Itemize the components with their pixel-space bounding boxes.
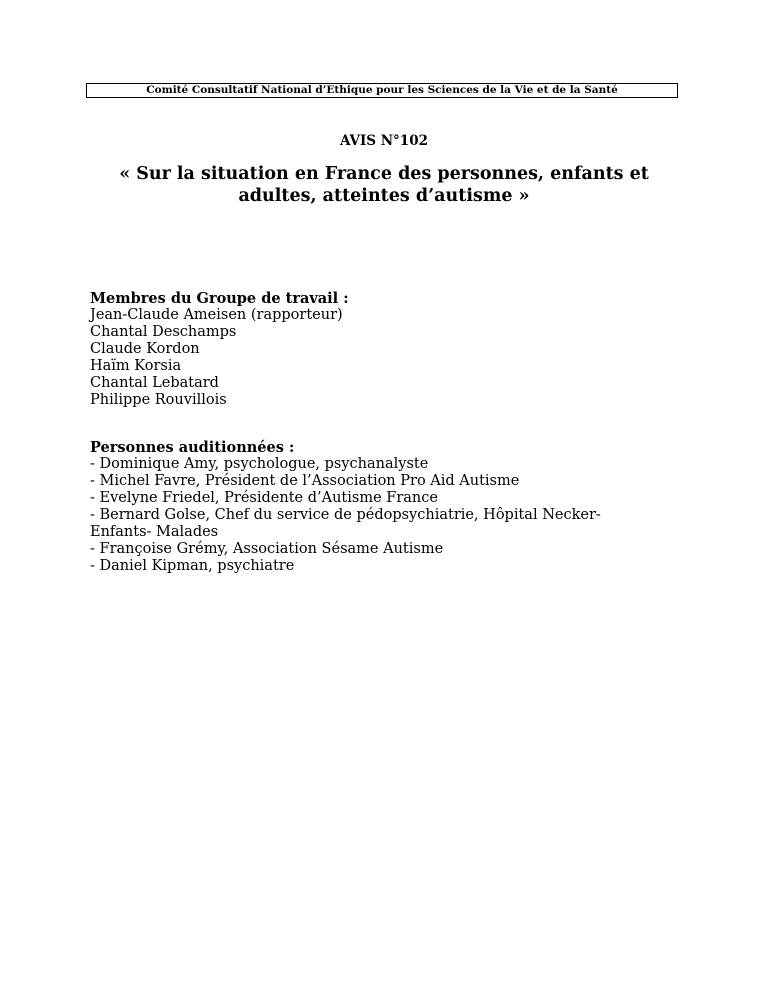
committee-header (86, 83, 678, 98)
member-item: Chantal Deschamps (90, 324, 237, 340)
hearing-item: - Daniel Kipman, psychiatre (90, 558, 295, 574)
hearing-item: - Michel Favre, Président de l’Association Pro Aid Autisme (90, 473, 520, 489)
member-item: Philippe Rouvillois (90, 392, 227, 408)
member-item: Jean-Claude Ameisen (rapporteur) (90, 307, 343, 323)
member-item: Chantal Lebatard (90, 375, 219, 391)
hearings-section (90, 439, 690, 575)
hearing-item-continuation: Enfants- Malades (90, 524, 219, 540)
hearing-item: - Françoise Grémy, Association Sésame Autisme (90, 541, 444, 557)
hearing-item: - Bernard Golse, Chef du service de pédopsychiatrie, Hôpital Necker- (90, 507, 601, 523)
hearing-item: - Dominique Amy, psychologue, psychanalyste (90, 456, 429, 472)
working-group-heading: Membres du Groupe de travail : (90, 290, 349, 307)
member-item: Claude Kordon (90, 341, 200, 357)
committee-name: Comité Consultatif National d’Ethique pour les Sciences de la Vie et de la Santé (146, 84, 618, 96)
avis-number: AVIS N°102 (339, 133, 428, 149)
hearing-item: - Evelyne Friedel, Présidente d’Autisme France (90, 490, 438, 506)
avis-title-line-2: adultes, atteintes d’autisme » (238, 186, 530, 206)
avis-title-line-1: « Sur la situation en France des personnes, enfants et (119, 164, 649, 184)
member-item: Haïm Korsia (90, 358, 182, 374)
avis-title (100, 163, 668, 207)
working-group-section (90, 290, 690, 409)
hearings-heading: Personnes auditionnées : (90, 439, 295, 456)
